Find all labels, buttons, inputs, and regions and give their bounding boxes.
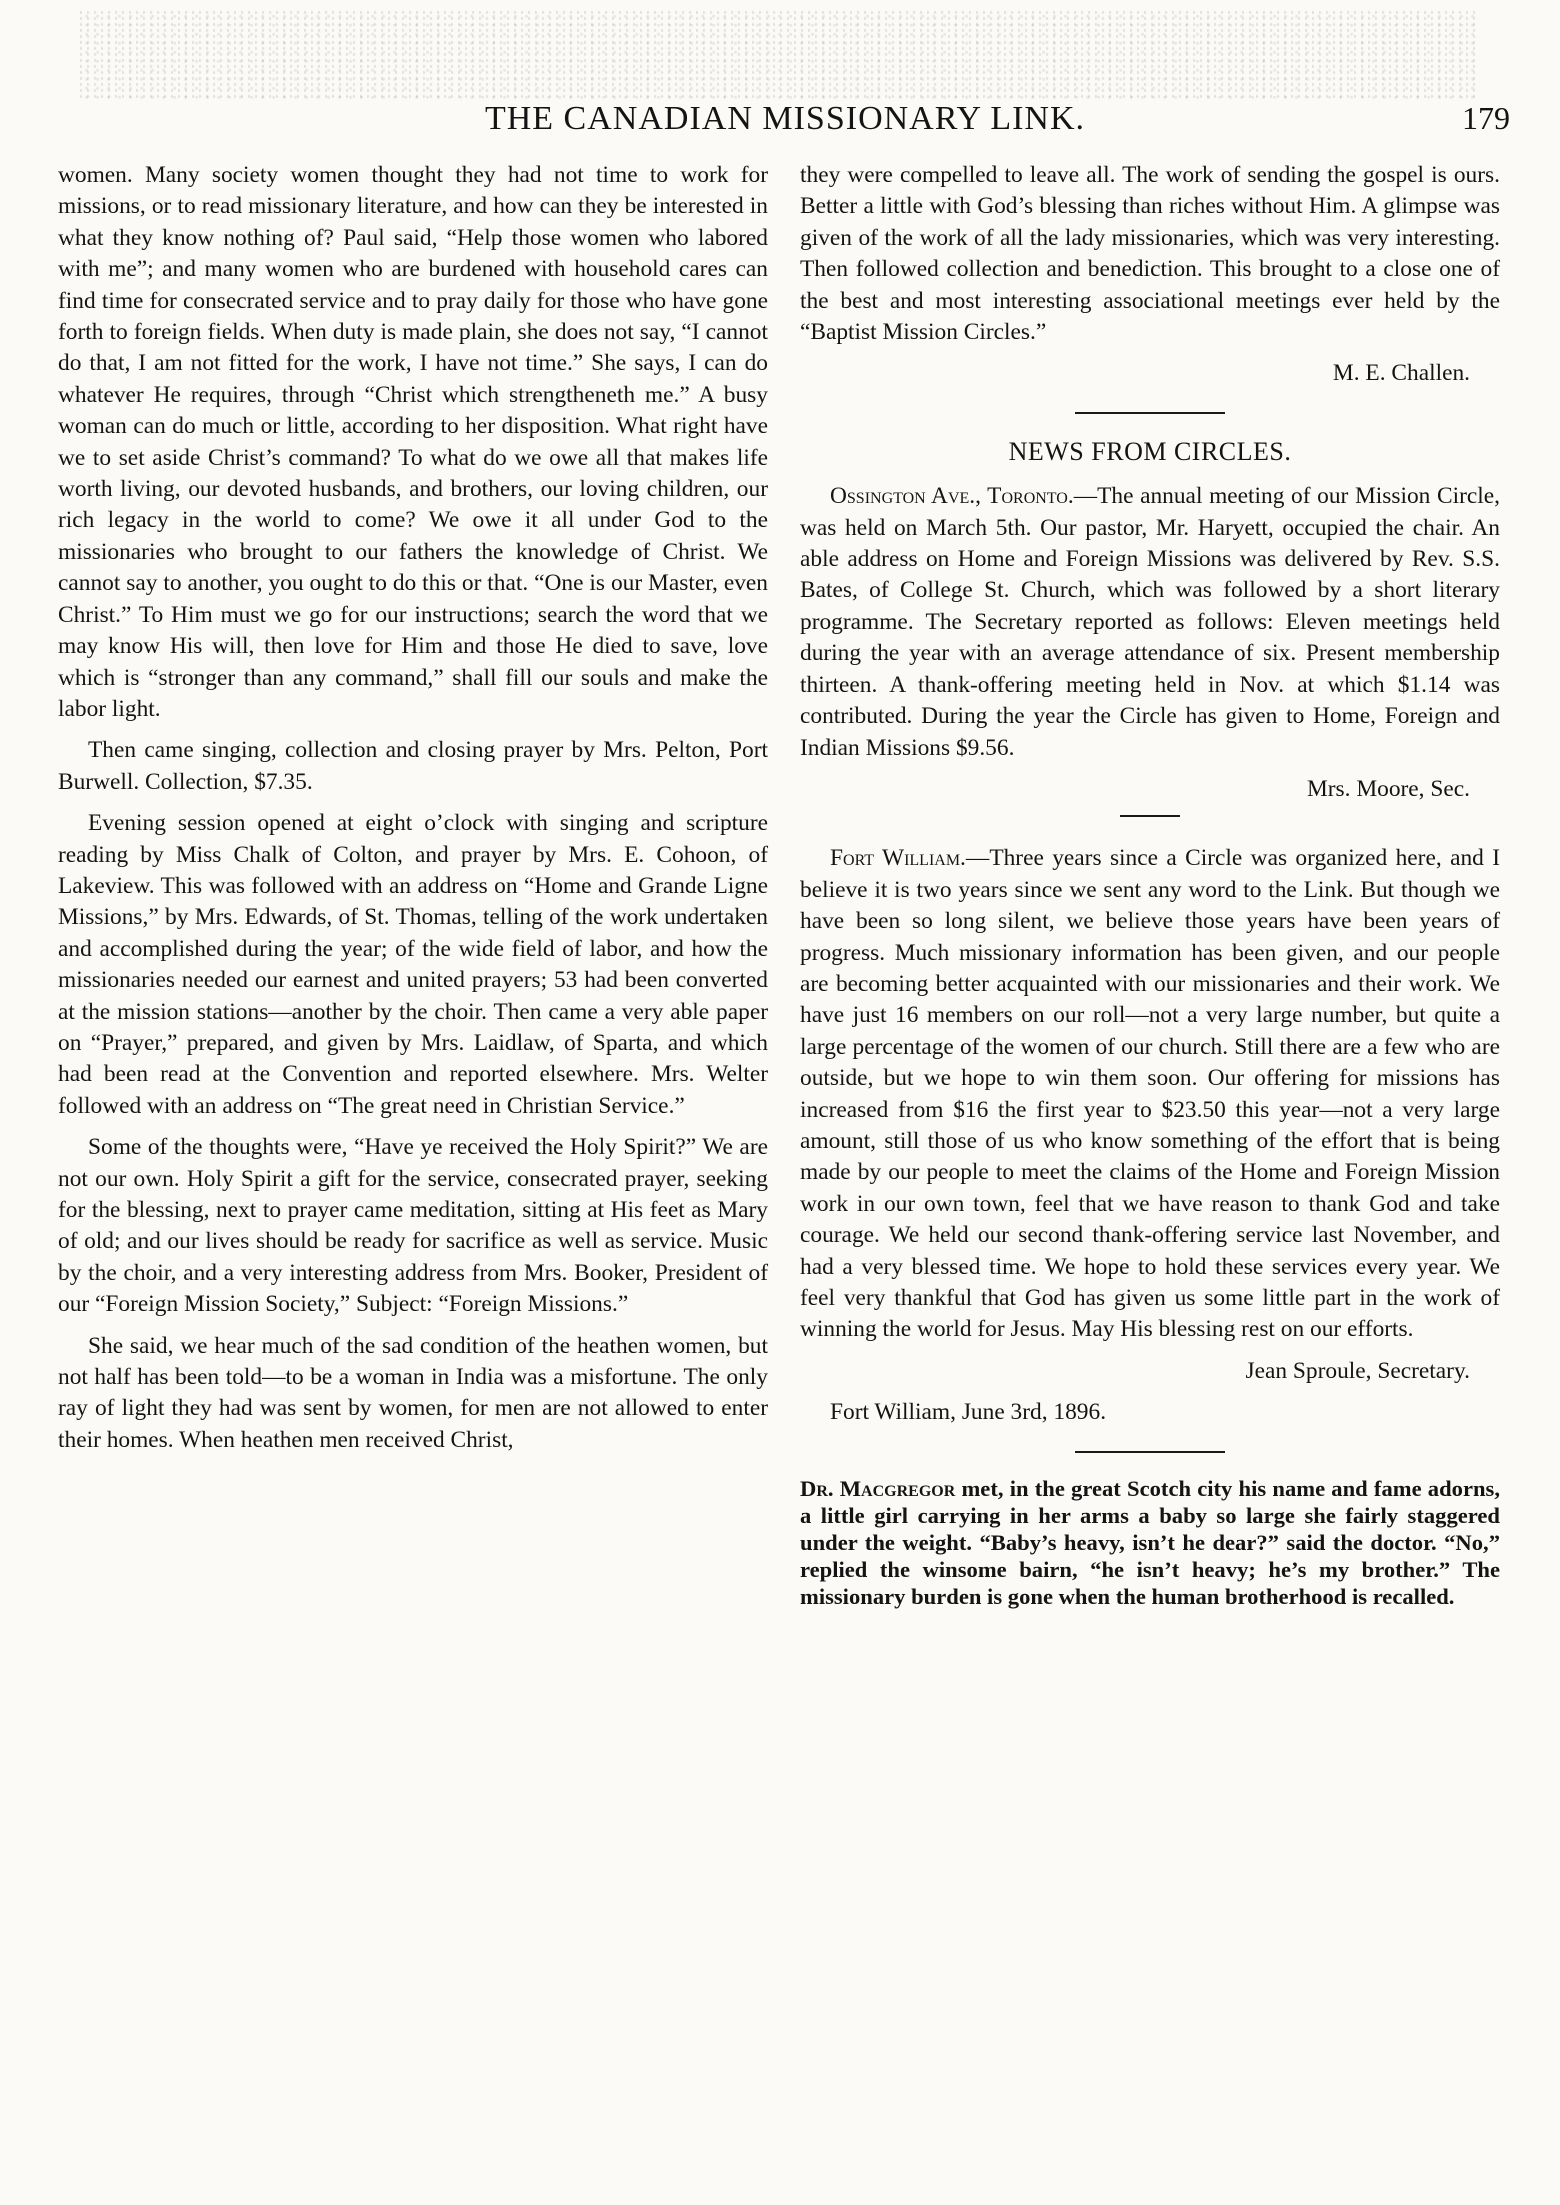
paragraph: Then came singing, collection and closing prayer by Mrs. Pelton, Port Burwell. Collection, $7.35. [58, 737, 768, 795]
scan-noise [80, 10, 1480, 100]
signature: Mrs. Moore, Sec. [1306, 775, 1470, 802]
section-heading: NEWS FROM CIRCLES. [1008, 436, 1292, 466]
right-column [800, 160, 1500, 1610]
divider [1120, 815, 1180, 817]
news-item [800, 843, 1500, 1346]
person-name: Dr. Macgregor [800, 1475, 956, 1501]
paragraph: She said, we hear much of the sad condition of the heathen women, but not half has been told—to be a woman in India was a misfortune. The only ray of light they had was sent by women, for men are not allowed to enter their homes. When heathen men received Christ, [58, 1332, 768, 1453]
anecdote [800, 1475, 1500, 1610]
place-name: Fort William. [830, 845, 966, 872]
dateline: Fort William, June 3rd, 1896. [830, 1399, 1107, 1426]
paragraph: they were compelled to leave all. The work of sending the gospel is ours. Better a little with God’s blessing than riches without Him. A glimpse was given of the work of all the lady missionaries, which was very interesting. Then followed collection and benediction. This brought to a close one of the best and most interesting associational meetings ever held by the “Baptist Mission Circles.” [800, 162, 1500, 346]
anecdote-text [800, 1475, 1500, 1610]
anecdote-body: met, in the great Scotch city his name and fame adorns, a little girl carrying in her arms a baby so large she fairly staggered under the weight. “Baby’s heavy, isn’t he dear?” said the doctor. “No,” replied the winsome bairn, “he isn’t heavy; he’s my brother.” The missionary burden is gone when the human brotherhood is recalled. [800, 1475, 1500, 1609]
left-column [58, 160, 768, 1466]
signature: M. E. Challen. [1332, 360, 1470, 387]
paragraph: women. Many society women thought they had not time to work for missions, or to read missionary literature, and how can they be interested in what they know nothing of? Paul said, “Help those women who labored with me”; and many women who are burdened with household cares can find time for consecrated service and to pray daily for those who have gone forth to foreign fields. When duty is made plain, she does not say, “I cannot do that, I am not fitted for the work, I have not time.” She says, I can do whatever He requires, through “Christ which strengtheneth me.” A busy woman can do much or little, according to her disposition. What right have we to set aside Christ’s command? To what do we owe all that makes life worth living, our devoted husbands, and brothers, our loving children, our rich legacy in the world to come? We owe it all under God to the missionaries who brought to our fathers the knowledge of Christ. We cannot say to another, you ought to do this or that. “One is our Master, even Christ.” To Him must we go for our instructions; search the word that we may know His will, then love for Him and those He died to save, love which is “stronger than any command,” shall fill our souls and make the labor light. [58, 162, 768, 722]
news-text: —Three years since a Circle was organized here, and I believe it is two years since we sent any word to the Link. But though we have been so long silent, we believe those years have been years of progress. Much missionary information has been given, and our people are becoming better acquainted with our missionaries and their work. We have just 16 members on our roll—not a very large number, but quite a large percentage of the women of our church. Still there are a few who are outside, but we hope to win them soon. Our offering for missions has increased from $16 the first year to $23.50 this year—not a very large amount, still those of us who know something of the effort that is being made by our people to meet the claims of the Home and Foreign Mission work in our own town, feel that we have reason to thank God and take courage. We held our second thank-offering service last November, and had a very blessed time. We hope to hold these services every year. We feel very thankful that God has given us some little part in the work of winning the world for Jesus. May His blessing rest on our efforts. [800, 845, 1501, 1343]
news-item [800, 481, 1500, 764]
paragraph: Some of the thoughts were, “Have ye received the Holy Spirit?” We are not our own. Holy Spirit a gift for the service, consecrated prayer, seeking for the blessing, next to prayer came meditation, sitting at His feet as Mary of old; and our lives should be ready for sacrifice as well as service. Music by the choir, and a very interesting address from Mrs. Booker, President of our “Foreign Mission Society,” Subject: “Foreign Missions.” [58, 1134, 768, 1318]
page-header [60, 100, 1510, 144]
page-number: 179 [1462, 100, 1510, 136]
signature: Jean Sproule, Secretary. [1245, 1357, 1470, 1384]
divider [1075, 412, 1225, 414]
page-title: THE CANADIAN MISSIONARY LINK. [484, 100, 1086, 137]
news-text: —The annual meeting of our Mission Circle, was held on March 5th. Our pastor, Mr. Haryett, occupied the chair. An able address on Home and Foreign Missions was delivered by Rev. S.S. Bates, of College St. Church, which was followed by a short literary programme. The Secretary reported as follows: Eleven meetings held during the year with an average attendance of six. Present membership thirteen. A thank-offering meeting held in Nov. at which $1.14 was contributed. During the year the Circle has given to Home, Foreign and Indian Missions $9.56. [800, 483, 1500, 761]
divider [1075, 1451, 1225, 1453]
place-name: Ossington Ave., Toronto. [830, 483, 1074, 510]
paragraph: Evening session opened at eight o’clock with singing and scripture reading by Miss Chalk of Colton, and prayer by Mrs. E. Cohoon, of Lakeview. This was followed with an address on “Home and Grande Ligne Missions,” by Mrs. Edwards, of St. Thomas, telling of the work undertaken and accomplished during the year; of the wide field of labor, and how the missionaries needed our earnest and united prayers; 53 had been converted at the mission stations—another by the choir. Then came a very able paper on “Prayer,” prepared, and given by Mrs. Laidlaw, of Sparta, and which had been read at the Convention and reported elsewhere. Mrs. Welter followed with an address on “The great need in Christian Service.” [58, 810, 768, 1119]
